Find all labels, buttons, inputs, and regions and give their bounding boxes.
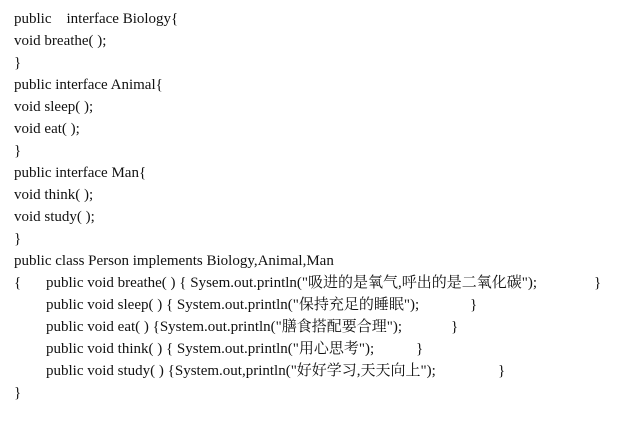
line-11-text: } — [14, 231, 22, 247]
line-1-text: public interface Biology{ — [14, 11, 179, 27]
code-line-14 — [14, 294, 478, 316]
code-line-7 — [14, 140, 29, 162]
code-line-5 — [14, 96, 94, 118]
code-line-11 — [14, 228, 29, 250]
line-13-close-brace: } — [594, 275, 602, 291]
line-17-close-brace: } — [498, 363, 506, 379]
line-14-text: public void sleep( ) { System.out.println("保持充足的睡眠"); — [46, 297, 420, 313]
code-line-2 — [14, 30, 107, 52]
code-line-6 — [14, 118, 80, 140]
line-13-text: public void breathe( ) { Sysem.out.println("吸进的是氧气,呼出的是二氧化碳"); — [46, 275, 538, 291]
line-16-text: public void think( ) { System.out.println("用心思考"); — [46, 341, 375, 357]
line-18-text: } — [14, 385, 22, 401]
code-line-10 — [14, 206, 95, 228]
line-10-text: void study( ); — [14, 209, 95, 225]
code-line-13 — [14, 272, 602, 294]
code-line-18 — [14, 382, 29, 404]
code-line-16 — [14, 338, 424, 360]
line-8-text: public interface Man{ — [14, 165, 147, 181]
line-6-text: void eat( ); — [14, 121, 80, 137]
code-line-17 — [14, 360, 506, 382]
code-line-8 — [14, 162, 147, 184]
line-4-text: public interface Animal{ — [14, 77, 163, 93]
line-12-text: public class Person implements Biology,Animal,Man — [14, 253, 334, 269]
line-5-text: void sleep( ); — [14, 99, 94, 115]
code-line-9 — [14, 184, 94, 206]
line-9-text: void think( ); — [14, 187, 94, 203]
code-line-1 — [14, 8, 179, 30]
line-15-text: public void eat( ) {System.out.println("膳食搭配要合理"); — [46, 319, 403, 335]
code-line-3 — [14, 52, 29, 74]
code-line-4 — [14, 74, 163, 96]
line-7-text: } — [14, 143, 22, 159]
line-3-text: } — [14, 55, 22, 71]
line-13-brace: { — [14, 275, 22, 291]
line-16-close-brace: } — [416, 341, 424, 357]
line-17-text: public void study( ) {System.out,println("好好学习,天天向上"); — [46, 363, 436, 379]
code-line-12 — [14, 250, 334, 272]
code-line-15 — [14, 316, 459, 338]
line-15-close-brace: } — [451, 319, 459, 335]
line-2-text: void breathe( ); — [14, 33, 107, 49]
line-14-close-brace: } — [470, 297, 478, 313]
